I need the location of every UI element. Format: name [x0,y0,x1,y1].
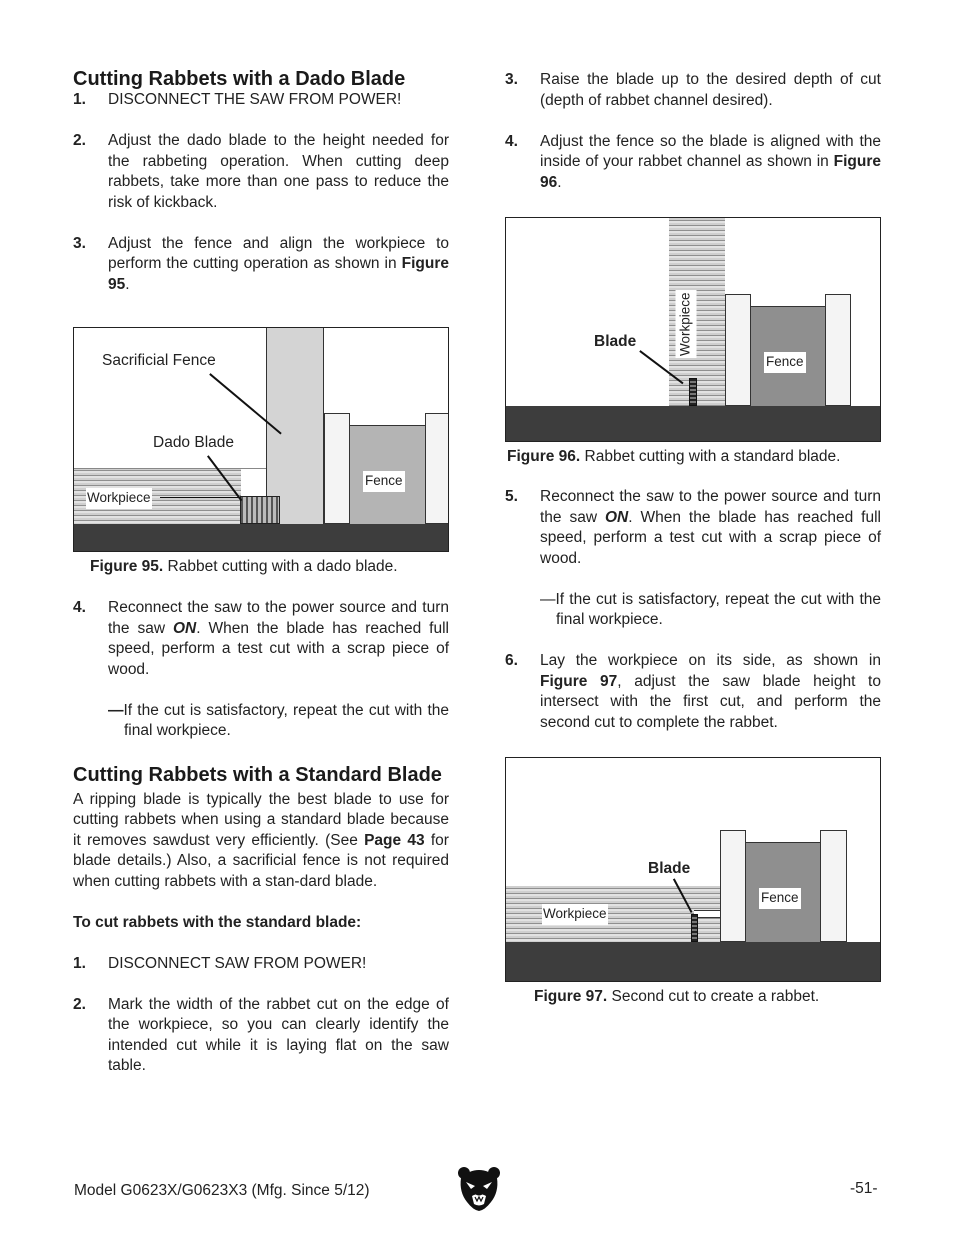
label-fence: Fence [764,352,806,373]
step-number: 1. [73,954,86,972]
leader-workpiece [160,497,240,498]
fence-right-face [425,413,449,524]
fence-left-face [725,294,751,406]
step-text: Adjust the fence and align the workpiece to perform the cutting operation as shown in [108,234,449,272]
section-title-dado: Cutting Rabbets with a Dado Blade [73,68,406,90]
dado-step-4: 4. Reconnect the saw to the power source and turn the saw ON. When the blade has reached full speed, perform a test cut with a scrap piece of wood. [73,599,449,678]
standard-blade [691,914,698,942]
label-workpiece: Workpiece [676,290,697,358]
saw-table [74,524,449,551]
step-number: 3. [73,234,86,252]
saw-table [506,942,881,981]
label-blade: Blade [648,860,691,877]
standard-step-6: 6. Lay the workpiece on its side, as shown in Figure 97, adjust the saw blade height to intersect with the first cut, and perform the second cut to complete the rabbet. [505,652,881,731]
label-fence: Fence [759,888,801,909]
emphasis-on: ON [173,619,197,637]
standard-step-4: 4. Adjust the fence so the blade is aligned with the inside of your rabbet channel as shown in Figure 96. [505,132,881,191]
step-number: 4. [73,599,86,616]
step-text: Adjust the dado blade to the height needed for the rabbeting operation. When cutting deep rabbets, take more than one pass to reduce the risk of kickback. [108,132,449,211]
fence-right-face [820,830,847,942]
figure-96-caption: Figure 96. Rabbet cutting with a standard blade. [507,448,841,465]
fence-left-face [720,830,746,942]
label-sacrificial-fence: Sacrificial Fence [102,352,216,369]
dado-blade [240,496,280,524]
step-number: 1. [73,91,86,108]
figure-95-caption: Figure 95. Rabbet cutting with a dado blade. [90,558,398,575]
standard-step-3: 3. Raise the blade up to the desired depth of cut (depth of rabbet channel desired). [505,71,881,109]
dado-step-2 [73,131,449,213]
intro-paragraph: A ripping blade is typically the best blade to use for cutting rabbets when using a standard blade because it removes sawdust very efficiently. (See Page 43 for blade details.) Also, a sacrificial fence is not required when cutting rabbets with a stan-dard blade. [73,790,449,890]
label-blade: Blade [594,333,637,350]
label-workpiece: Workpiece [86,488,152,509]
standard-blade [689,378,697,406]
subheading: To cut rabbets with the standard blade: [73,913,362,931]
dado-step-1 [73,90,449,111]
step-number: 2. [73,995,86,1013]
right-column [505,70,881,193]
workpiece-on-side [506,886,720,942]
label-fence: Fence [363,471,405,492]
footer-page-number: -51- [850,1180,878,1197]
step-number: 2. [73,132,86,149]
fence-right-face [825,294,851,406]
standard-step-1: 1. DISCONNECT SAW FROM POWER! [73,954,449,975]
label-workpiece: Workpiece [542,904,608,925]
dado-note: —If the cut is satisfactory, repeat the cut with the final workpiece. [108,701,449,739]
section-title-standard: Cutting Rabbets with a Standard Blade [73,763,442,786]
standard-step-2: 2. Mark the width of the rabbet cut on the edge of the workpiece, so you can clearly identify the intended cut while it is laying flat on the saw table. [73,995,449,1074]
figure-96 [505,217,881,442]
sacrificial-fence [266,328,324,524]
figure-reference: Figure 97 [540,672,618,690]
saw-table [506,406,881,441]
step-number: 5. [505,488,518,505]
step-number: 6. [505,652,518,669]
left-column [73,68,449,295]
dado-step-3: 3. Adjust the fence and align the workpiece to perform the cutting operation as shown in Figure 95. [73,234,449,293]
figure-reference: Figure 96 [540,153,881,191]
label-dado-blade: Dado Blade [153,434,235,451]
right-column-middle [505,487,881,733]
step-number: 3. [505,71,518,88]
step-number: 4. [505,132,518,150]
page-reference: Page 43 [364,831,425,849]
emphasis-on: ON [605,508,629,526]
grizzly-bear-head-icon [457,1166,501,1212]
figure-97 [505,757,881,982]
footer-model: Model G0623X/G0623X3 (Mfg. Since 5/12) [74,1182,370,1199]
step-text: DISCONNECT THE SAW FROM POWER! [108,91,402,108]
left-column-lower [73,598,449,1077]
standard-step-5: 5. Reconnect the saw to the power source and turn the saw ON. When the blade has reached full speed, perform a test cut with a scrap piece of wood. [505,488,881,567]
figure-97-caption: Figure 97. Second cut to create a rabbet. [534,988,820,1005]
standard-note: —If the cut is satisfactory, repeat the cut with the final workpiece. [540,590,881,628]
figure-reference: Figure 95 [108,255,449,293]
figure-95 [73,327,449,552]
fence-left-face [324,413,350,524]
